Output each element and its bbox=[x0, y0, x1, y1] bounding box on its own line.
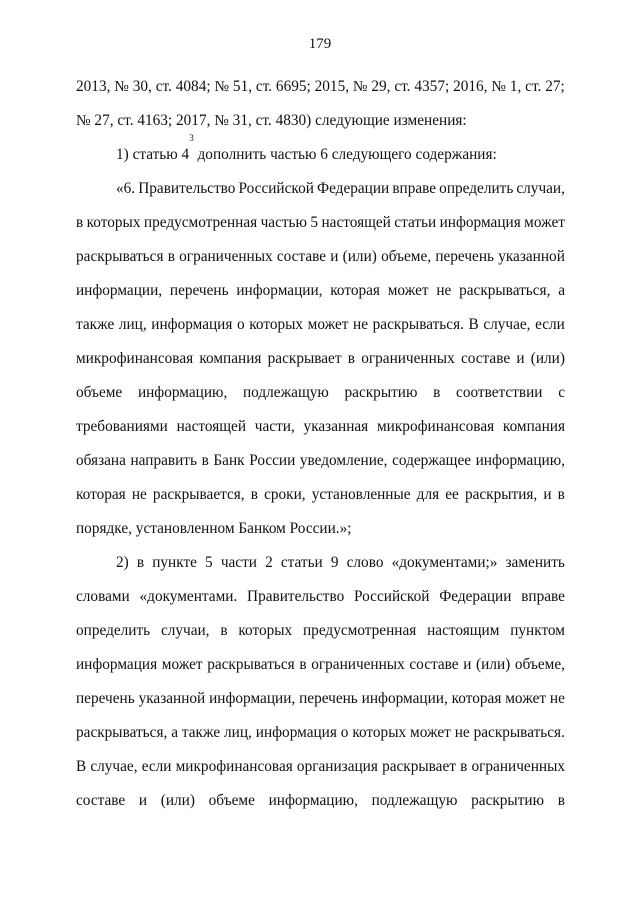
word: вправе bbox=[521, 588, 565, 605]
word: объеме, bbox=[381, 248, 432, 265]
text-line bbox=[76, 240, 565, 274]
word: микрофинансовая bbox=[377, 418, 495, 435]
word: также bbox=[181, 724, 221, 741]
word: частью bbox=[260, 214, 307, 231]
word: Российской bbox=[238, 180, 314, 197]
word: указанной bbox=[138, 690, 206, 707]
word: не bbox=[353, 316, 369, 333]
word: составе bbox=[276, 248, 327, 265]
word: 30, bbox=[132, 78, 152, 95]
word: соответствии bbox=[456, 384, 543, 401]
word: составе bbox=[409, 656, 459, 673]
word: подлежащую bbox=[371, 792, 458, 809]
text-line bbox=[76, 682, 565, 716]
word: о bbox=[237, 316, 245, 333]
word: № bbox=[491, 78, 506, 95]
word: части bbox=[220, 554, 257, 571]
word: В bbox=[76, 758, 87, 775]
word: в bbox=[201, 452, 209, 469]
word: требованиями bbox=[76, 418, 168, 435]
word: ограниченных bbox=[361, 350, 455, 367]
word: с bbox=[558, 384, 565, 401]
word: в bbox=[76, 214, 84, 231]
word: в bbox=[433, 384, 441, 401]
word: России bbox=[249, 452, 296, 469]
word: 4084; bbox=[175, 78, 211, 95]
word: словами bbox=[76, 588, 130, 605]
word: микрофинансовая bbox=[175, 758, 293, 775]
word: информацию, bbox=[475, 452, 565, 469]
word: перечень bbox=[299, 690, 358, 707]
word: «документами. bbox=[139, 588, 238, 605]
word: в bbox=[299, 656, 307, 673]
word: раскрываться, bbox=[76, 724, 168, 741]
text-segment: 1) статью 4 bbox=[116, 146, 190, 163]
text-line bbox=[76, 274, 565, 308]
word: лиц, bbox=[118, 316, 147, 333]
document-body bbox=[76, 70, 565, 818]
text-line bbox=[76, 376, 565, 410]
word: случаи, bbox=[160, 622, 210, 639]
word: 2015, bbox=[314, 78, 350, 95]
word: ограниченных bbox=[311, 656, 405, 673]
word: Правительство bbox=[247, 588, 345, 605]
word: 1, bbox=[509, 78, 522, 95]
word: информации, bbox=[361, 690, 448, 707]
word: предусмотренная bbox=[143, 214, 258, 231]
word: ограниченных bbox=[179, 248, 273, 265]
word: подлежащую bbox=[242, 384, 329, 401]
word: а bbox=[558, 282, 565, 299]
word: указанная bbox=[303, 418, 369, 435]
word: Банк bbox=[213, 452, 245, 469]
word: пунктом bbox=[510, 622, 565, 639]
word: случае, bbox=[483, 316, 531, 333]
word: раскрываться bbox=[207, 656, 295, 673]
word: лиц, bbox=[224, 724, 252, 741]
text-line bbox=[76, 410, 565, 444]
word: может bbox=[161, 656, 203, 673]
word: информации, bbox=[209, 690, 296, 707]
word: раскрывает bbox=[267, 350, 342, 367]
word: не bbox=[549, 690, 565, 707]
word: в bbox=[167, 248, 175, 265]
text-line bbox=[76, 172, 565, 206]
text-line bbox=[76, 444, 565, 478]
word: обязана bbox=[76, 452, 126, 469]
word: 51, bbox=[232, 78, 253, 95]
word: информации, bbox=[76, 282, 163, 299]
word: указанной bbox=[498, 248, 565, 265]
word: настоящей bbox=[321, 214, 391, 231]
word: которых bbox=[238, 622, 293, 639]
word: 2013, bbox=[76, 78, 111, 95]
word: заменить bbox=[505, 554, 565, 571]
word: в bbox=[136, 554, 145, 571]
word: информация bbox=[151, 316, 233, 333]
text-line bbox=[76, 308, 565, 342]
text-line bbox=[76, 614, 565, 648]
word: микрофинансовая bbox=[76, 350, 194, 367]
word: составе bbox=[76, 792, 126, 809]
word: 2) bbox=[116, 554, 129, 571]
word: 2016, bbox=[453, 78, 488, 95]
word: раскрытию bbox=[344, 384, 418, 401]
word: перечень bbox=[169, 282, 229, 299]
text-line bbox=[76, 546, 565, 580]
word: раскрывает bbox=[382, 758, 456, 775]
word: которая bbox=[451, 690, 502, 707]
word: информация bbox=[76, 656, 158, 673]
word: «6. bbox=[116, 180, 136, 197]
text-segment: № 27, ст. 4163; 2017, № 31, ст. 4830) следующие изменения: bbox=[76, 112, 467, 129]
word: 29, bbox=[371, 78, 391, 95]
text-line bbox=[76, 580, 565, 614]
text-line bbox=[76, 206, 565, 240]
word: уведомление, bbox=[299, 452, 388, 469]
word: может bbox=[505, 690, 547, 707]
word: № bbox=[114, 78, 129, 95]
superscript: 3 bbox=[189, 133, 194, 143]
word: информацию, bbox=[137, 384, 228, 401]
word: объеме, bbox=[514, 656, 565, 673]
text-line bbox=[76, 133, 565, 172]
word: определить bbox=[76, 622, 151, 639]
word: которых bbox=[86, 214, 141, 231]
text-line bbox=[76, 716, 565, 750]
word: объеме bbox=[76, 384, 123, 401]
word: раскрывается, bbox=[152, 486, 245, 503]
word: информацию, bbox=[268, 792, 358, 809]
text-line bbox=[76, 342, 565, 376]
word: определить bbox=[439, 180, 514, 197]
word: и bbox=[463, 656, 472, 673]
word: компания bbox=[199, 350, 262, 367]
word: не bbox=[436, 282, 452, 299]
text-line bbox=[76, 478, 565, 512]
text-line bbox=[76, 104, 565, 138]
word: предусмотренная bbox=[303, 622, 417, 639]
word: содержащее bbox=[392, 452, 472, 469]
word: установленные bbox=[311, 486, 411, 503]
word: раскрытия, bbox=[464, 486, 538, 503]
text-segment: дополнить частью 6 следующего содержания: bbox=[193, 146, 497, 163]
word: Российской bbox=[354, 588, 430, 605]
word: которых bbox=[352, 724, 407, 741]
text-line bbox=[76, 750, 565, 784]
word: сроки, bbox=[264, 486, 306, 503]
word: пункте bbox=[152, 554, 197, 571]
word: В bbox=[468, 316, 479, 333]
word: 9 bbox=[330, 554, 339, 571]
word: если bbox=[535, 316, 565, 333]
word: 27; bbox=[545, 78, 565, 95]
word: о bbox=[340, 724, 349, 741]
word: случаи, bbox=[516, 180, 565, 197]
word: объеме bbox=[208, 792, 255, 809]
word: случае, bbox=[90, 758, 138, 775]
word: перечень bbox=[76, 690, 135, 707]
word: в bbox=[460, 758, 468, 775]
text-line bbox=[76, 512, 565, 546]
word: составе bbox=[460, 350, 511, 367]
word: информация bbox=[439, 214, 521, 231]
word: части, bbox=[254, 418, 295, 435]
word: направить bbox=[130, 452, 197, 469]
text-segment: порядке, установленном Банком России.»; bbox=[76, 520, 352, 537]
word: (или) bbox=[342, 248, 377, 265]
word: которая bbox=[330, 282, 380, 299]
word: которых bbox=[249, 316, 304, 333]
word: не bbox=[454, 724, 470, 741]
word: которая bbox=[76, 486, 126, 503]
word: раскрытию bbox=[471, 792, 545, 809]
word: перечень bbox=[435, 248, 494, 265]
word: ст. bbox=[525, 78, 542, 95]
word: 6695; bbox=[275, 78, 311, 95]
word: и bbox=[516, 350, 525, 367]
word: раскрываться bbox=[76, 248, 164, 265]
word: и bbox=[543, 486, 552, 503]
word: 2 bbox=[265, 554, 273, 571]
word: также bbox=[76, 316, 115, 333]
word: информации, bbox=[236, 282, 323, 299]
word: статьи bbox=[280, 554, 323, 571]
word: № bbox=[352, 78, 368, 95]
page-number: 179 bbox=[308, 36, 332, 52]
word: в bbox=[557, 792, 565, 809]
word: может bbox=[387, 282, 429, 299]
word: в bbox=[220, 622, 228, 639]
word: ст. bbox=[155, 78, 172, 95]
word: раскрываться. bbox=[372, 316, 464, 333]
word: информация bbox=[255, 724, 337, 741]
text-line bbox=[76, 784, 565, 818]
word: слово bbox=[346, 554, 384, 571]
word: настоящим bbox=[427, 622, 500, 639]
word: «документами;» bbox=[391, 554, 498, 571]
word: раскрываться. bbox=[473, 724, 565, 741]
word: вправе bbox=[392, 180, 437, 197]
word: Федерации bbox=[439, 588, 512, 605]
word: в bbox=[250, 486, 258, 503]
word: настоящей bbox=[176, 418, 247, 435]
word: (или) bbox=[530, 350, 565, 367]
word: не bbox=[131, 486, 147, 503]
word: (или) bbox=[160, 792, 195, 809]
word: в bbox=[557, 486, 565, 503]
text-line bbox=[76, 70, 565, 104]
word: Правительство bbox=[138, 180, 236, 197]
word: организация bbox=[296, 758, 378, 775]
word: 5 bbox=[205, 554, 213, 571]
word: и bbox=[330, 248, 339, 265]
word: для bbox=[416, 486, 440, 503]
word: Федерации bbox=[316, 180, 390, 197]
word: может bbox=[410, 724, 451, 741]
word: а bbox=[171, 724, 178, 741]
word: в bbox=[347, 350, 355, 367]
word: № bbox=[214, 78, 230, 95]
word: 5 bbox=[310, 214, 319, 231]
word: (или) bbox=[476, 656, 511, 673]
word: если bbox=[141, 758, 172, 775]
word: ст. bbox=[255, 78, 273, 95]
word: 4357; bbox=[414, 78, 450, 95]
word: ограниченных bbox=[471, 758, 565, 775]
word: ее bbox=[445, 486, 459, 503]
text-line bbox=[76, 648, 565, 682]
word: компания bbox=[502, 418, 565, 435]
word: статьи bbox=[394, 214, 437, 231]
word: может bbox=[524, 214, 565, 231]
word: ст. bbox=[394, 78, 411, 95]
word: раскрываться, bbox=[459, 282, 551, 299]
word: и bbox=[138, 792, 148, 809]
word: может bbox=[307, 316, 349, 333]
